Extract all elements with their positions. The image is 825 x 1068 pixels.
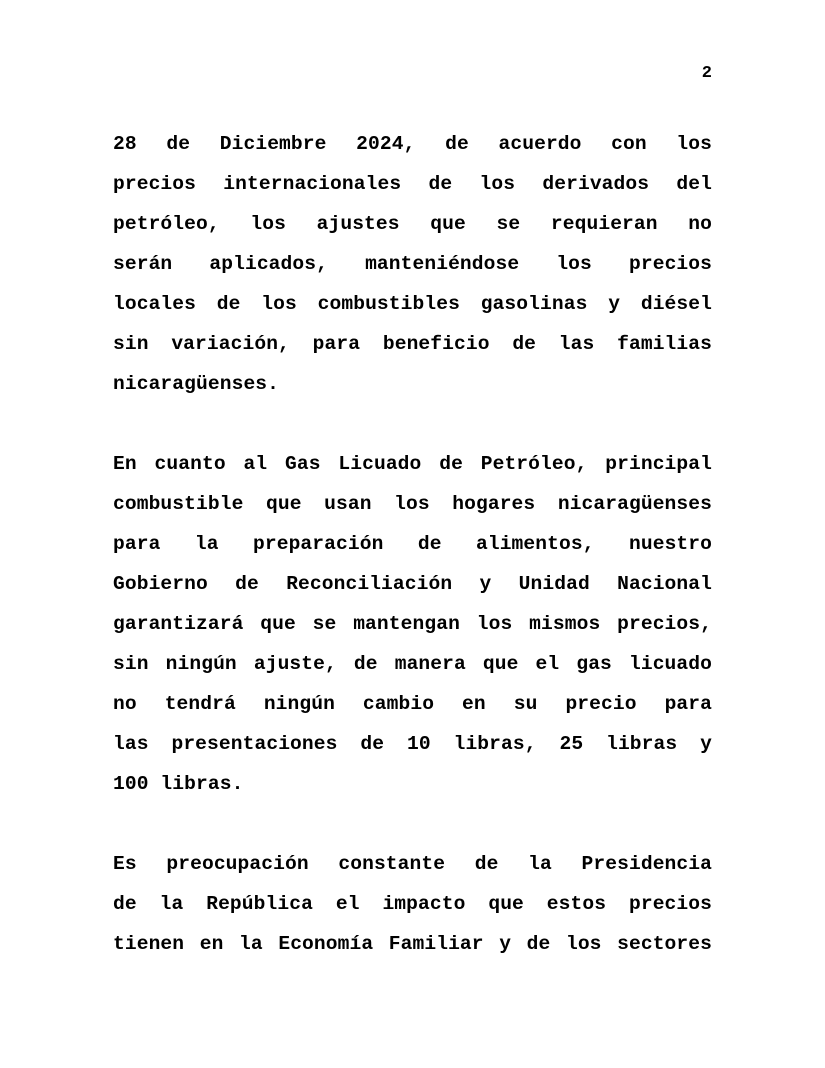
text-line: combustible que usan los hogares nicaragüenses [113, 493, 712, 515]
text-line: nicaragüenses. [113, 373, 280, 395]
text-line: Es preocupación constante de la Presidencia [113, 853, 712, 875]
text-line: Gobierno de Reconciliación y Unidad Nacional [113, 573, 712, 595]
text-line: 28 de Diciembre 2024, de acuerdo con los [113, 133, 712, 155]
page-number: 2 [701, 64, 712, 83]
paragraph-3 [113, 844, 712, 964]
text-line: sin ningún ajuste, de manera que el gas licuado [113, 653, 712, 675]
paragraph-2 [113, 444, 712, 804]
text-line: no tendrá ningún cambio en su precio para [113, 693, 712, 715]
text-line: sin variación, para beneficio de las familias [113, 333, 712, 355]
text-line: de la República el impacto que estos precios [113, 893, 712, 915]
text-line: tienen en la Economía Familiar y de los sectores [113, 933, 712, 955]
text-line: locales de los combustibles gasolinas y diésel [113, 293, 712, 315]
paragraph-1 [113, 124, 712, 404]
text-line: las presentaciones de 10 libras, 25 libras y [113, 733, 712, 755]
document-body [113, 124, 712, 964]
text-line: En cuanto al Gas Licuado de Petróleo, principal [113, 453, 712, 475]
text-line: precios internacionales de los derivados del [113, 173, 712, 195]
text-line: 100 libras. [113, 773, 244, 795]
text-line: garantizará que se mantengan los mismos precios, [113, 613, 712, 635]
text-line: serán aplicados, manteniéndose los precios [113, 253, 712, 275]
text-line: petróleo, los ajustes que se requieran no [113, 213, 712, 235]
text-line: para la preparación de alimentos, nuestro [113, 533, 712, 555]
